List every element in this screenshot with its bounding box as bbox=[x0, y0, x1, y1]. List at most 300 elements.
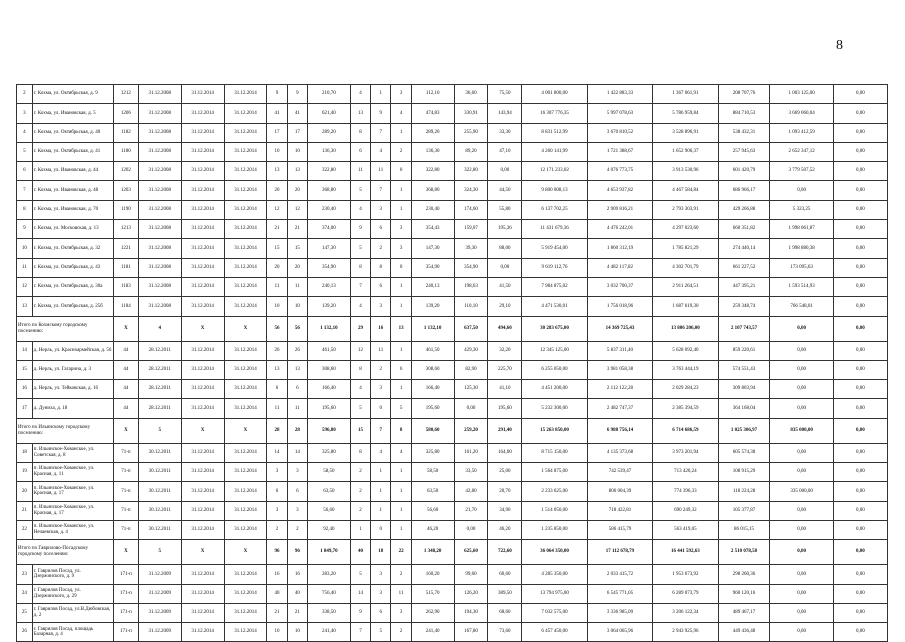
table-cell: 63,50 bbox=[307, 482, 350, 501]
table-cell: 167,80 bbox=[454, 623, 488, 642]
table-cell: 447 395,21 bbox=[718, 277, 770, 296]
table-cell: 14 bbox=[267, 443, 287, 462]
table-row bbox=[17, 360, 888, 379]
table-cell: 2 911 264,51 bbox=[653, 277, 718, 296]
table-cell: 42,80 bbox=[454, 482, 488, 501]
table-cell: 0,00 bbox=[833, 623, 887, 642]
table-cell: 44 bbox=[114, 399, 139, 418]
table-cell: 3 336 985,09 bbox=[587, 603, 652, 622]
table-cell: 5 837 311,40 bbox=[587, 341, 652, 360]
table-cell: 28.12.2011 bbox=[138, 399, 181, 418]
table-cell: 3 bbox=[371, 584, 391, 603]
table-cell: 322,80 bbox=[307, 162, 350, 181]
table-cell: 1 003 125,00 bbox=[770, 85, 833, 104]
table-cell: 6 bbox=[371, 220, 391, 239]
table-cell: 374,00 bbox=[307, 220, 350, 239]
table-cell: 173 095,63 bbox=[770, 258, 833, 277]
table-cell: 14 bbox=[17, 341, 33, 360]
table-cell: 10 bbox=[17, 239, 33, 258]
table-cell: 89,20 bbox=[454, 142, 488, 161]
table-cell: 15 263 850,00 bbox=[522, 418, 587, 443]
table-cell: 31.12.2014 bbox=[224, 181, 267, 200]
table-cell: 4 bbox=[391, 104, 411, 123]
table-cell: 1206 bbox=[114, 104, 139, 123]
table-cell: 6 bbox=[287, 380, 307, 399]
table-cell: 3 973 201,94 bbox=[653, 443, 718, 462]
table-cell: 1 756 018,96 bbox=[587, 297, 652, 316]
table-cell: 2 bbox=[371, 239, 391, 258]
table-cell: 3 bbox=[371, 200, 391, 219]
table-cell: 298 260,36 bbox=[718, 565, 770, 584]
table-cell: 257 945,63 bbox=[718, 142, 770, 161]
table-cell: 2 bbox=[287, 520, 307, 539]
table-cell: 1 998 880,38 bbox=[770, 239, 833, 258]
table-cell: 2 107 743,57 bbox=[718, 316, 770, 341]
table-cell: 31.12.2014 bbox=[181, 142, 224, 161]
table-cell: 26 bbox=[17, 623, 33, 642]
table-cell: 31.12.2014 bbox=[224, 200, 267, 219]
table-cell: 8 bbox=[17, 200, 33, 219]
subtotal-label: Итого по Кохмскому городскому поселению: bbox=[17, 316, 114, 341]
table-cell: 0,00 bbox=[833, 239, 887, 258]
table-cell: 18 bbox=[17, 443, 33, 462]
table-cell: 0 bbox=[371, 520, 391, 539]
table-cell: 11 bbox=[371, 341, 391, 360]
table-cell: 36 064 350,00 bbox=[522, 540, 587, 565]
table-cell: 4 bbox=[138, 316, 181, 341]
table-cell: 11 bbox=[371, 162, 391, 181]
table-cell: 31.12.2014 bbox=[181, 181, 224, 200]
table-cell: 33,30 bbox=[488, 123, 522, 142]
address-cell: д. Нерль, ул. Красноармейская, д. 56 bbox=[32, 341, 113, 360]
table-cell: 1 652 906,37 bbox=[653, 142, 718, 161]
table-cell: 9 bbox=[371, 104, 391, 123]
table-row bbox=[17, 142, 888, 161]
table-cell: 0,00 bbox=[770, 443, 833, 462]
table-cell: 31.12.2014 bbox=[224, 501, 267, 520]
table-cell: 136,30 bbox=[307, 142, 350, 161]
table-cell: 690 249,32 bbox=[653, 501, 718, 520]
table-cell: 0 bbox=[391, 258, 411, 277]
table-cell: 2 385 394,59 bbox=[653, 399, 718, 418]
table-cell: 1 132,10 bbox=[307, 316, 350, 341]
table-row bbox=[17, 123, 888, 142]
table-cell: 39,30 bbox=[454, 239, 488, 258]
table-cell: 31.12.2009 bbox=[138, 603, 181, 622]
table-cell: 4 bbox=[350, 380, 370, 399]
table-cell: 0,00 bbox=[770, 584, 833, 603]
table-cell: 0,00 bbox=[833, 142, 887, 161]
table-cell: 1 721 388,67 bbox=[587, 142, 652, 161]
table-cell: 5 bbox=[350, 399, 370, 418]
table-cell: 1 687 619,30 bbox=[653, 297, 718, 316]
table-cell: 0,00 bbox=[770, 463, 833, 482]
table-cell: 44 bbox=[114, 360, 139, 379]
table-cell: 44,50 bbox=[488, 181, 522, 200]
table-cell: 30.12.2011 bbox=[138, 520, 181, 539]
table-cell: 335 000,00 bbox=[770, 482, 833, 501]
table-cell: 262,90 bbox=[411, 603, 454, 622]
table-row bbox=[17, 463, 888, 482]
table-cell: 11 bbox=[17, 258, 33, 277]
table-cell: 3 bbox=[17, 104, 33, 123]
table-cell: 0 bbox=[391, 162, 411, 181]
table-cell: 5 628 092,40 bbox=[653, 341, 718, 360]
table-cell: 9 bbox=[267, 85, 287, 104]
table-cell: 538 432,31 bbox=[718, 123, 770, 142]
table-cell: 44 bbox=[114, 380, 139, 399]
table-cell: 1 bbox=[371, 463, 391, 482]
table-cell: 31.12.2014 bbox=[224, 220, 267, 239]
address-cell: п. Ильинское-Хованское, ул. Красная, д. 17 bbox=[32, 482, 113, 501]
table-cell: 14 bbox=[287, 443, 307, 462]
table-cell: 28.12.2011 bbox=[138, 360, 181, 379]
address-cell: г. Гаврилов Посад, ул.В.Дюбовская, д. 2 bbox=[32, 603, 113, 622]
table-cell: 8 bbox=[350, 443, 370, 462]
table-cell: 240,13 bbox=[307, 277, 350, 296]
table-cell: 2 233 625,00 bbox=[522, 482, 587, 501]
subtotal-row bbox=[17, 540, 888, 565]
table-cell: 3 981 058,38 bbox=[587, 360, 652, 379]
table-cell: 12 bbox=[267, 200, 287, 219]
table-cell: 0,00 bbox=[770, 540, 833, 565]
table-cell: 1 953 673,92 bbox=[653, 565, 718, 584]
table-cell: 3 670 810,52 bbox=[587, 123, 652, 142]
table-cell: 2 bbox=[350, 501, 370, 520]
table-cell: 6 bbox=[267, 482, 287, 501]
table-cell: 625,60 bbox=[454, 540, 488, 565]
table-cell: 7 bbox=[350, 623, 370, 642]
table-cell: 10 bbox=[287, 142, 307, 161]
table-cell: 6 988 756,14 bbox=[587, 418, 652, 443]
table-cell: 859 220,61 bbox=[718, 341, 770, 360]
page-number: 8 bbox=[836, 38, 843, 53]
table-cell: 774 396,33 bbox=[653, 482, 718, 501]
table-cell: 429,30 bbox=[454, 341, 488, 360]
table-cell: 31.12.2008 bbox=[138, 258, 181, 277]
table-cell: 0,00 bbox=[833, 360, 887, 379]
address-cell: д. Дуниха, д. 18 bbox=[32, 399, 113, 418]
table-cell: 125,30 bbox=[454, 380, 488, 399]
table-cell: 1202 bbox=[114, 162, 139, 181]
table-cell: 1 025 306,97 bbox=[718, 418, 770, 443]
address-cell: г. Гаврилов Посад, ул. Дзержинского, д. 29 bbox=[32, 584, 113, 603]
table-cell: 0,00 bbox=[770, 603, 833, 622]
table-cell: 195,60 bbox=[411, 399, 454, 418]
table-cell: 25 bbox=[17, 603, 33, 622]
table-cell: 324,30 bbox=[454, 181, 488, 200]
table-cell: X bbox=[224, 540, 267, 565]
table-cell: 9 bbox=[350, 603, 370, 622]
table-cell: 308,60 bbox=[307, 360, 350, 379]
address-cell: п. Ильинское-Хованское, ул. Красная, д. 11 bbox=[32, 463, 113, 482]
table-cell: 26 bbox=[287, 341, 307, 360]
table-cell: 31.12.2014 bbox=[224, 360, 267, 379]
table-cell: 20 bbox=[17, 482, 33, 501]
table-cell: 58,50 bbox=[307, 463, 350, 482]
table-cell: 806 004,39 bbox=[587, 482, 652, 501]
table-cell: 34,90 bbox=[488, 501, 522, 520]
table-cell: 8 bbox=[391, 418, 411, 443]
table-cell: 8 bbox=[350, 123, 370, 142]
table-cell: 5 232 300,00 bbox=[522, 399, 587, 418]
table-cell: 112,10 bbox=[411, 85, 454, 104]
table-cell: 7 984 875,02 bbox=[522, 277, 587, 296]
table-cell: 47,10 bbox=[488, 142, 522, 161]
table-cell: 41,10 bbox=[488, 380, 522, 399]
table-cell: 21 bbox=[17, 501, 33, 520]
table-cell: 10 bbox=[267, 623, 287, 642]
table-cell: 31.12.2014 bbox=[224, 623, 267, 642]
table-cell: 0,00 bbox=[833, 162, 887, 181]
address-cell: г. Кохма, ул. Октябрьская, д. 30а bbox=[32, 277, 113, 296]
table-cell: 3 bbox=[267, 501, 287, 520]
table-cell: 3 bbox=[391, 85, 411, 104]
table-cell: 10 bbox=[267, 142, 287, 161]
table-cell: 3 bbox=[391, 239, 411, 258]
address-cell: д. Нерль, ул. Тейковская, д. 16 bbox=[32, 380, 113, 399]
table-cell: 31.12.2014 bbox=[181, 220, 224, 239]
table-cell: 6 bbox=[267, 380, 287, 399]
table-cell: 46,20 bbox=[411, 520, 454, 539]
table-cell: 1 998 061,87 bbox=[770, 220, 833, 239]
table-cell: 354,90 bbox=[307, 258, 350, 277]
table-cell: X bbox=[181, 540, 224, 565]
table-cell: 586 415,79 bbox=[587, 520, 652, 539]
table-cell: 0,00 bbox=[770, 380, 833, 399]
table-row bbox=[17, 277, 888, 296]
table-row bbox=[17, 85, 888, 104]
table-cell: 0,00 bbox=[833, 540, 887, 565]
table-cell: 2 bbox=[391, 142, 411, 161]
table-cell: 126,20 bbox=[454, 584, 488, 603]
table-cell: 605 574,38 bbox=[718, 443, 770, 462]
table-cell: 3 032 700,37 bbox=[587, 277, 652, 296]
table-cell: 4 bbox=[350, 85, 370, 104]
table-cell: 7 bbox=[371, 418, 391, 443]
table-cell: 41 bbox=[267, 104, 287, 123]
table-cell: 56,60 bbox=[411, 501, 454, 520]
table-cell: 368,80 bbox=[307, 181, 350, 200]
table-cell: 4 135 373,68 bbox=[587, 443, 652, 462]
table-cell: 0,00 bbox=[454, 520, 488, 539]
table-cell: 92,40 bbox=[307, 520, 350, 539]
table-cell: 2 bbox=[371, 360, 391, 379]
table-row bbox=[17, 482, 888, 501]
table-cell: 160,20 bbox=[411, 565, 454, 584]
table-cell: 1 132,10 bbox=[411, 316, 454, 341]
table-cell: 322,80 bbox=[454, 162, 488, 181]
address-cell: г. Кохма, ул. Ивановская, д. 44 bbox=[32, 162, 113, 181]
table-cell: 31.12.2014 bbox=[181, 360, 224, 379]
table-cell: 17 bbox=[267, 123, 287, 142]
table-cell: 1190 bbox=[114, 200, 139, 219]
table-cell: 0,00 bbox=[833, 258, 887, 277]
table-cell: 31.12.2009 bbox=[138, 565, 181, 584]
address-cell: г. Кохма, ул. Октябрьская, д. 41 bbox=[32, 142, 113, 161]
table-cell: 31.12.2014 bbox=[181, 501, 224, 520]
table-cell: 0,00 bbox=[770, 399, 833, 418]
table-cell: 0,00 bbox=[770, 623, 833, 642]
table-cell: 16 bbox=[17, 380, 33, 399]
table-cell: 15 bbox=[287, 239, 307, 258]
table-cell: 31.12.2014 bbox=[181, 162, 224, 181]
table-cell: 63,50 bbox=[411, 482, 454, 501]
address-cell: г. Кохма, ул. Ивановская, д. 5 bbox=[32, 104, 113, 123]
table-cell: 4 451 200,00 bbox=[522, 380, 587, 399]
table-cell: 9 bbox=[287, 85, 307, 104]
table-cell: 71-п bbox=[114, 501, 139, 520]
table-cell: 13 bbox=[267, 162, 287, 181]
table-cell: 31.12.2008 bbox=[138, 239, 181, 258]
table-cell: 0,00 bbox=[833, 399, 887, 418]
table-cell: 0,00 bbox=[488, 162, 522, 181]
table-cell: 1 bbox=[371, 482, 391, 501]
table-cell: 159,07 bbox=[454, 220, 488, 239]
address-cell: п. Ильинское-Хованское, ул. Советская, д. 8 bbox=[32, 443, 113, 462]
table-cell: 0,00 bbox=[833, 104, 887, 123]
table-cell: 31.12.2014 bbox=[181, 399, 224, 418]
table-cell: 11 bbox=[287, 277, 307, 296]
table-cell: 30.12.2011 bbox=[138, 501, 181, 520]
table-cell: 16 bbox=[287, 565, 307, 584]
table-cell: 6 bbox=[350, 142, 370, 161]
table-row bbox=[17, 200, 888, 219]
table-cell: 31.12.2014 bbox=[224, 258, 267, 277]
table-cell: 6 289 073,79 bbox=[653, 584, 718, 603]
table-cell: 56,60 bbox=[307, 501, 350, 520]
table-cell: 4 471 530,01 bbox=[522, 297, 587, 316]
table-cell: 118 224,28 bbox=[718, 482, 770, 501]
table-cell: 621,40 bbox=[307, 104, 350, 123]
table-cell: 4 302 701,79 bbox=[653, 258, 718, 277]
table-cell: 19 bbox=[17, 463, 33, 482]
table-cell: 10 bbox=[287, 623, 307, 642]
table-cell: 4 bbox=[371, 142, 391, 161]
table-cell: 3 bbox=[371, 565, 391, 584]
table-cell: 9 800 008,13 bbox=[522, 181, 587, 200]
table-cell: 4 bbox=[391, 443, 411, 462]
table-row bbox=[17, 399, 888, 418]
table-cell: 31.12.2014 bbox=[181, 463, 224, 482]
table-cell: 139,20 bbox=[411, 297, 454, 316]
table-cell: 11 bbox=[267, 399, 287, 418]
table-cell: 22 bbox=[391, 540, 411, 565]
table-row bbox=[17, 603, 888, 622]
table-cell: 960 120,16 bbox=[718, 584, 770, 603]
table-cell: 1 bbox=[391, 380, 411, 399]
table-cell: 15 bbox=[267, 239, 287, 258]
table-cell: 2 033 415,72 bbox=[587, 565, 652, 584]
table-cell: 3 bbox=[287, 501, 307, 520]
table-cell: 16 bbox=[371, 316, 391, 341]
table-row bbox=[17, 341, 888, 360]
table-cell: 11 431 679,36 bbox=[522, 220, 587, 239]
table-cell: 5 bbox=[350, 181, 370, 200]
table-cell: 21 bbox=[267, 220, 287, 239]
table-cell: 225,70 bbox=[488, 360, 522, 379]
table-cell: 2 943 925,96 bbox=[653, 623, 718, 642]
table-cell: 1183 bbox=[114, 277, 139, 296]
table-cell: 0,00 bbox=[833, 463, 887, 482]
table-cell: 171-п bbox=[114, 603, 139, 622]
table-cell: 1 367 061,91 bbox=[653, 85, 718, 104]
table-cell: 3 bbox=[287, 463, 307, 482]
table-cell: 31.12.2014 bbox=[224, 520, 267, 539]
table-cell: 4 476 242,01 bbox=[587, 220, 652, 239]
table-cell: 274 440,14 bbox=[718, 239, 770, 258]
table-cell: 46,20 bbox=[488, 520, 522, 539]
table-cell: 8 715 150,00 bbox=[522, 443, 587, 462]
table-cell: 161,20 bbox=[454, 443, 488, 462]
table-cell: 31.12.2014 bbox=[224, 297, 267, 316]
table-cell: 766 548,01 bbox=[770, 297, 833, 316]
table-cell: 99,60 bbox=[454, 565, 488, 584]
table-cell: 461,50 bbox=[307, 341, 350, 360]
table-cell: 31.12.2014 bbox=[181, 482, 224, 501]
table-cell: 1 849,70 bbox=[307, 540, 350, 565]
table-cell: 21 bbox=[287, 220, 307, 239]
table-cell: 73,60 bbox=[488, 623, 522, 642]
table-cell: 1 235 850,00 bbox=[522, 520, 587, 539]
table-cell: 31.12.2008 bbox=[138, 220, 181, 239]
table-cell: 25,00 bbox=[488, 463, 522, 482]
table-cell: 31.12.2014 bbox=[224, 142, 267, 161]
table-cell: 28 bbox=[287, 418, 307, 443]
table-cell: 2 bbox=[350, 482, 370, 501]
table-cell: 31.12.2014 bbox=[224, 341, 267, 360]
table-cell: 22 bbox=[17, 520, 33, 539]
table-cell: 164,60 bbox=[488, 443, 522, 462]
table-cell: 489 467,17 bbox=[718, 603, 770, 622]
table-cell: 31.12.2014 bbox=[224, 463, 267, 482]
table-cell: 60,60 bbox=[488, 565, 522, 584]
table-cell: 13 bbox=[391, 316, 411, 341]
table-cell: 31.12.2014 bbox=[181, 623, 224, 642]
table-cell: 13 bbox=[267, 360, 287, 379]
table-cell: 6 bbox=[287, 482, 307, 501]
table-cell: 6 bbox=[391, 360, 411, 379]
table-cell: 208 707,76 bbox=[718, 85, 770, 104]
table-cell: 56 bbox=[267, 316, 287, 341]
table-cell: 32,20 bbox=[488, 341, 522, 360]
table-cell: 55,80 bbox=[488, 200, 522, 219]
table-cell: 21 bbox=[287, 603, 307, 622]
table-cell: X bbox=[224, 418, 267, 443]
table-row bbox=[17, 501, 888, 520]
table-cell: 31.12.2008 bbox=[138, 123, 181, 142]
table-cell: 12 bbox=[287, 200, 307, 219]
table-cell: 3 206 122,34 bbox=[653, 603, 718, 622]
table-cell: 291,40 bbox=[488, 418, 522, 443]
table-cell: 2 510 078,58 bbox=[718, 540, 770, 565]
table-cell: 5 997 078,63 bbox=[587, 104, 652, 123]
table-cell: 28.12.2011 bbox=[138, 341, 181, 360]
table-cell: 0,00 bbox=[833, 277, 887, 296]
table-cell: X bbox=[114, 316, 139, 341]
table-cell: 0,00 bbox=[833, 341, 887, 360]
table-cell: 30.12.2011 bbox=[138, 463, 181, 482]
table-cell: 36,60 bbox=[454, 85, 488, 104]
table-cell: 68,60 bbox=[488, 603, 522, 622]
table-row bbox=[17, 565, 888, 584]
table-cell: 4 bbox=[17, 123, 33, 142]
table-cell: 31.12.2014 bbox=[181, 603, 224, 622]
table-cell: 20 bbox=[287, 258, 307, 277]
table-cell: X bbox=[181, 316, 224, 341]
table-cell: 171-п bbox=[114, 623, 139, 642]
table-cell: 0,00 bbox=[454, 399, 488, 418]
